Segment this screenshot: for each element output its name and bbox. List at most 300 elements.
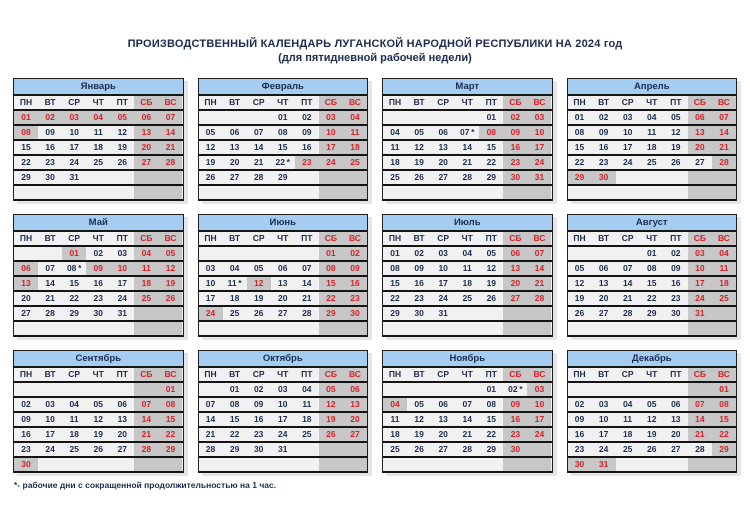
month-февраль (198, 78, 369, 201)
date-cell: 15 (158, 413, 182, 426)
weekday-header-row (568, 368, 737, 383)
day-header-сб: СБ (688, 368, 712, 381)
date-cell: 04 (223, 262, 247, 275)
date-cell: 05 (110, 111, 134, 124)
date-cell: 21 (158, 141, 182, 154)
date-cell: 12 (247, 277, 271, 290)
date-cell: 24 (527, 156, 551, 169)
date-cell: 18 (343, 141, 367, 154)
empty-cell (62, 383, 86, 396)
date-cell: 08 (568, 126, 592, 139)
empty-cell (479, 186, 503, 199)
date-cell: 20 (14, 292, 38, 305)
empty-cell (38, 322, 62, 335)
day-header-вс: ВС (158, 96, 182, 109)
week-row (14, 383, 183, 398)
date-cell: 26 (319, 428, 343, 441)
date-cell: 04 (640, 111, 664, 124)
date-cell: 04 (616, 398, 640, 411)
date-cell: 30 (664, 307, 688, 320)
day-header-вт: ВТ (38, 96, 62, 109)
empty-cell (431, 383, 455, 396)
month-title: Октябрь (199, 351, 368, 368)
date-cell: 22 (479, 156, 503, 169)
date-cell: 06 (223, 126, 247, 139)
week-row (199, 322, 368, 337)
date-cell: 27 (110, 443, 134, 456)
date-cell: 21 (134, 428, 158, 441)
day-header-чт: ЧТ (455, 368, 479, 381)
day-header-ср: СР (616, 368, 640, 381)
date-cell: 16 (503, 141, 527, 154)
date-cell: 01 (62, 247, 86, 260)
empty-cell (503, 458, 527, 471)
date-cell: 21 (247, 156, 271, 169)
day-header-ср: СР (247, 368, 271, 381)
day-header-вт: ВТ (407, 232, 431, 245)
date-cell: 06 (271, 262, 295, 275)
weekday-header-row (199, 96, 368, 111)
empty-cell (247, 322, 271, 335)
empty-cell (158, 458, 182, 471)
date-cell: 04 (295, 383, 319, 396)
empty-cell (407, 458, 431, 471)
week-row (14, 443, 183, 458)
date-cell: 13 (664, 413, 688, 426)
day-header-пт: ПТ (664, 232, 688, 245)
day-header-вт: ВТ (38, 232, 62, 245)
date-cell: 08 * (62, 262, 86, 275)
date-cell: 11 * (223, 277, 247, 290)
week-row (199, 171, 368, 186)
date-cell: 31 (431, 307, 455, 320)
date-cell: 08 (319, 262, 343, 275)
empty-cell (62, 186, 86, 199)
date-cell: 31 (688, 307, 712, 320)
empty-cell (479, 458, 503, 471)
week-row (568, 307, 737, 322)
week-row (199, 186, 368, 201)
empty-cell (664, 171, 688, 184)
empty-cell (431, 111, 455, 124)
date-cell: 05 (158, 247, 182, 260)
date-cell: 20 (271, 292, 295, 305)
date-cell: 03 (616, 111, 640, 124)
date-cell: 15 (383, 277, 407, 290)
date-cell: 27 (223, 171, 247, 184)
date-cell: 08 (479, 398, 503, 411)
day-header-пт: ПТ (295, 96, 319, 109)
empty-cell (247, 458, 271, 471)
day-header-пн: ПН (14, 96, 38, 109)
empty-cell (110, 458, 134, 471)
date-cell: 11 (640, 126, 664, 139)
date-cell: 30 (38, 171, 62, 184)
date-cell: 12 (407, 413, 431, 426)
day-header-вт: ВТ (223, 368, 247, 381)
week-row (199, 307, 368, 322)
empty-cell (199, 458, 223, 471)
weekday-header-row (14, 96, 183, 111)
date-cell: 03 (110, 247, 134, 260)
date-cell: 23 (568, 443, 592, 456)
weekday-header-row (383, 96, 552, 111)
day-header-чт: ЧТ (271, 232, 295, 245)
empty-cell (295, 443, 319, 456)
date-cell: 15 (712, 413, 736, 426)
month-декабрь (567, 350, 738, 473)
page-subtitle: (для пятидневной рабочей недели) (278, 52, 472, 64)
date-cell: 24 (319, 156, 343, 169)
week-row (199, 443, 368, 458)
empty-cell (592, 383, 616, 396)
date-cell: 22 (383, 292, 407, 305)
date-cell: 23 (503, 428, 527, 441)
date-cell: 05 (640, 398, 664, 411)
week-row (199, 126, 368, 141)
date-cell: 02 (295, 111, 319, 124)
empty-cell (383, 383, 407, 396)
empty-cell (110, 322, 134, 335)
week-row (199, 398, 368, 413)
date-cell: 12 (407, 141, 431, 154)
date-cell: 24 (62, 156, 86, 169)
date-cell: 02 (407, 247, 431, 260)
date-cell: 28 (38, 307, 62, 320)
empty-cell (199, 383, 223, 396)
date-cell: 21 (38, 292, 62, 305)
date-cell: 12 (110, 126, 134, 139)
week-row (14, 292, 183, 307)
date-cell: 18 (62, 428, 86, 441)
weekday-header-row (568, 232, 737, 247)
day-header-пт: ПТ (479, 232, 503, 245)
week-row (199, 262, 368, 277)
empty-cell (158, 186, 182, 199)
date-cell: 17 (62, 141, 86, 154)
day-header-ср: СР (431, 232, 455, 245)
date-cell: 27 (134, 156, 158, 169)
date-cell: 21 (455, 428, 479, 441)
date-cell: 14 (527, 262, 551, 275)
empty-cell (86, 186, 110, 199)
date-cell: 06 (664, 398, 688, 411)
date-cell: 15 (14, 141, 38, 154)
week-row (14, 111, 183, 126)
date-cell: 09 (407, 262, 431, 275)
date-cell: 18 (86, 141, 110, 154)
empty-cell (407, 383, 431, 396)
date-cell: 25 (383, 443, 407, 456)
date-cell: 29 (14, 171, 38, 184)
date-cell: 12 (86, 413, 110, 426)
calendar-grid (13, 78, 737, 473)
empty-cell (295, 186, 319, 199)
date-cell: 14 (38, 277, 62, 290)
date-cell: 10 (527, 398, 551, 411)
day-header-пн: ПН (568, 232, 592, 245)
date-cell: 23 (503, 156, 527, 169)
date-cell: 04 (712, 247, 736, 260)
date-cell: 24 (592, 443, 616, 456)
day-header-ср: СР (247, 96, 271, 109)
day-header-ср: СР (431, 368, 455, 381)
date-cell: 28 (688, 443, 712, 456)
date-cell: 15 (319, 277, 343, 290)
day-header-пт: ПТ (295, 232, 319, 245)
empty-cell (271, 458, 295, 471)
date-cell: 10 (110, 262, 134, 275)
date-cell: 10 (616, 126, 640, 139)
date-cell: 02 (247, 383, 271, 396)
week-row (568, 383, 737, 398)
date-cell: 23 (295, 156, 319, 169)
date-cell: 14 (199, 413, 223, 426)
month-январь (13, 78, 184, 201)
week-row (383, 307, 552, 322)
day-header-сб: СБ (503, 232, 527, 245)
date-cell: 10 (319, 126, 343, 139)
date-cell: 15 (640, 277, 664, 290)
week-row (568, 413, 737, 428)
date-cell: 01 (14, 111, 38, 124)
date-cell: 26 (407, 443, 431, 456)
date-cell: 07 (455, 398, 479, 411)
date-cell: 27 (688, 156, 712, 169)
date-cell: 30 (503, 443, 527, 456)
day-header-чт: ЧТ (86, 96, 110, 109)
week-row (568, 186, 737, 201)
day-header-вс: ВС (343, 368, 367, 381)
week-row (568, 458, 737, 473)
date-cell: 30 (592, 171, 616, 184)
day-header-сб: СБ (319, 368, 343, 381)
empty-cell (616, 171, 640, 184)
week-row (383, 383, 552, 398)
date-cell: 09 (503, 398, 527, 411)
date-cell: 22 (14, 156, 38, 169)
date-cell: 15 (568, 141, 592, 154)
month-title: Декабрь (568, 351, 737, 368)
date-cell: 03 (38, 398, 62, 411)
empty-cell (712, 322, 736, 335)
date-cell: 29 (568, 171, 592, 184)
date-cell: 20 (223, 156, 247, 169)
date-cell: 01 (479, 383, 503, 396)
day-header-пт: ПТ (479, 96, 503, 109)
date-cell: 14 (247, 141, 271, 154)
date-cell: 18 (712, 277, 736, 290)
weekday-header-row (568, 96, 737, 111)
date-cell: 16 (343, 277, 367, 290)
empty-cell (688, 383, 712, 396)
day-header-пт: ПТ (664, 368, 688, 381)
date-cell: 27 (664, 443, 688, 456)
week-row (199, 292, 368, 307)
week-row (199, 428, 368, 443)
date-cell: 16 (86, 277, 110, 290)
week-row (568, 322, 737, 337)
week-row (14, 398, 183, 413)
empty-cell (527, 186, 551, 199)
week-row (14, 247, 183, 262)
date-cell: 12 (664, 126, 688, 139)
empty-cell (343, 322, 367, 335)
day-header-вт: ВТ (407, 368, 431, 381)
date-cell: 21 (199, 428, 223, 441)
date-cell: 05 (568, 262, 592, 275)
empty-cell (455, 111, 479, 124)
date-cell: 24 (527, 428, 551, 441)
empty-cell (14, 247, 38, 260)
date-cell: 05 (86, 398, 110, 411)
date-cell: 18 (640, 141, 664, 154)
week-row (383, 262, 552, 277)
date-cell: 22 (712, 428, 736, 441)
weekday-header-row (199, 368, 368, 383)
week-row (568, 111, 737, 126)
empty-cell (271, 322, 295, 335)
date-cell: 17 (616, 141, 640, 154)
month-title: Июль (383, 215, 552, 232)
date-cell: 25 (712, 292, 736, 305)
date-cell: 07 (158, 111, 182, 124)
empty-cell (319, 458, 343, 471)
empty-cell (383, 322, 407, 335)
date-cell: 28 (712, 156, 736, 169)
date-cell: 11 (455, 262, 479, 275)
date-cell: 20 (431, 156, 455, 169)
date-cell: 16 (503, 413, 527, 426)
empty-cell (223, 458, 247, 471)
day-header-ср: СР (62, 232, 86, 245)
week-row (568, 292, 737, 307)
date-cell: 02 (86, 247, 110, 260)
week-row (199, 111, 368, 126)
date-cell: 19 (479, 277, 503, 290)
empty-cell (343, 171, 367, 184)
date-cell: 30 (407, 307, 431, 320)
date-cell: 25 (640, 156, 664, 169)
empty-cell (479, 322, 503, 335)
empty-cell (616, 186, 640, 199)
empty-cell (688, 171, 712, 184)
date-cell: 18 (455, 277, 479, 290)
month-title: Май (14, 215, 183, 232)
date-cell: 31 (527, 171, 551, 184)
empty-cell (640, 383, 664, 396)
day-header-пн: ПН (568, 368, 592, 381)
empty-cell (38, 458, 62, 471)
empty-cell (14, 383, 38, 396)
date-cell: 03 (688, 247, 712, 260)
day-header-сб: СБ (503, 96, 527, 109)
date-cell: 11 (134, 262, 158, 275)
day-header-сб: СБ (688, 96, 712, 109)
date-cell: 14 (158, 126, 182, 139)
date-cell: 10 (592, 413, 616, 426)
date-cell: 17 (110, 277, 134, 290)
date-cell: 09 (503, 126, 527, 139)
day-header-сб: СБ (134, 96, 158, 109)
date-cell: 27 (592, 307, 616, 320)
empty-cell (688, 322, 712, 335)
day-header-ср: СР (62, 96, 86, 109)
date-cell: 11 (86, 126, 110, 139)
empty-cell (319, 443, 343, 456)
date-cell: 19 (407, 428, 431, 441)
date-cell: 23 (38, 156, 62, 169)
date-cell: 03 (527, 383, 551, 396)
page-footer (14, 480, 750, 490)
empty-cell (455, 186, 479, 199)
day-header-вс: ВС (158, 232, 182, 245)
day-header-пн: ПН (383, 232, 407, 245)
date-cell: 01 (383, 247, 407, 260)
date-cell: 07 (38, 262, 62, 275)
date-cell: 01 (271, 111, 295, 124)
day-header-чт: ЧТ (640, 96, 664, 109)
date-cell: 20 (592, 292, 616, 305)
date-cell: 16 (592, 141, 616, 154)
date-cell: 28 (134, 443, 158, 456)
date-cell: 18 (134, 277, 158, 290)
date-cell: 30 (86, 307, 110, 320)
empty-cell (158, 307, 182, 320)
week-row (199, 156, 368, 171)
date-cell: 20 (503, 277, 527, 290)
empty-cell (295, 171, 319, 184)
date-cell: 31 (62, 171, 86, 184)
date-cell: 06 (134, 111, 158, 124)
day-header-чт: ЧТ (86, 368, 110, 381)
date-cell: 17 (527, 141, 551, 154)
day-header-вт: ВТ (223, 232, 247, 245)
empty-cell (616, 247, 640, 260)
date-cell: 21 (455, 156, 479, 169)
date-cell: 29 (271, 171, 295, 184)
empty-cell (295, 322, 319, 335)
empty-cell (616, 322, 640, 335)
date-cell: 24 (199, 307, 223, 320)
date-cell: 20 (664, 428, 688, 441)
week-row (14, 322, 183, 337)
date-cell: 28 (199, 443, 223, 456)
date-cell: 14 (295, 277, 319, 290)
date-cell: 02 (592, 111, 616, 124)
date-cell: 24 (110, 292, 134, 305)
date-cell: 13 (271, 277, 295, 290)
empty-cell (568, 383, 592, 396)
day-header-ср: СР (62, 368, 86, 381)
empty-cell (223, 322, 247, 335)
empty-cell (712, 458, 736, 471)
date-cell: 25 (223, 307, 247, 320)
day-header-вс: ВС (527, 96, 551, 109)
empty-cell (455, 383, 479, 396)
date-cell: 22 (223, 428, 247, 441)
empty-cell (295, 247, 319, 260)
day-header-чт: ЧТ (271, 368, 295, 381)
date-cell: 08 (640, 262, 664, 275)
empty-cell (712, 186, 736, 199)
date-cell: 04 (383, 398, 407, 411)
day-header-пн: ПН (383, 368, 407, 381)
week-row (383, 277, 552, 292)
date-cell: 16 (38, 141, 62, 154)
date-cell: 07 (199, 398, 223, 411)
empty-cell (110, 171, 134, 184)
